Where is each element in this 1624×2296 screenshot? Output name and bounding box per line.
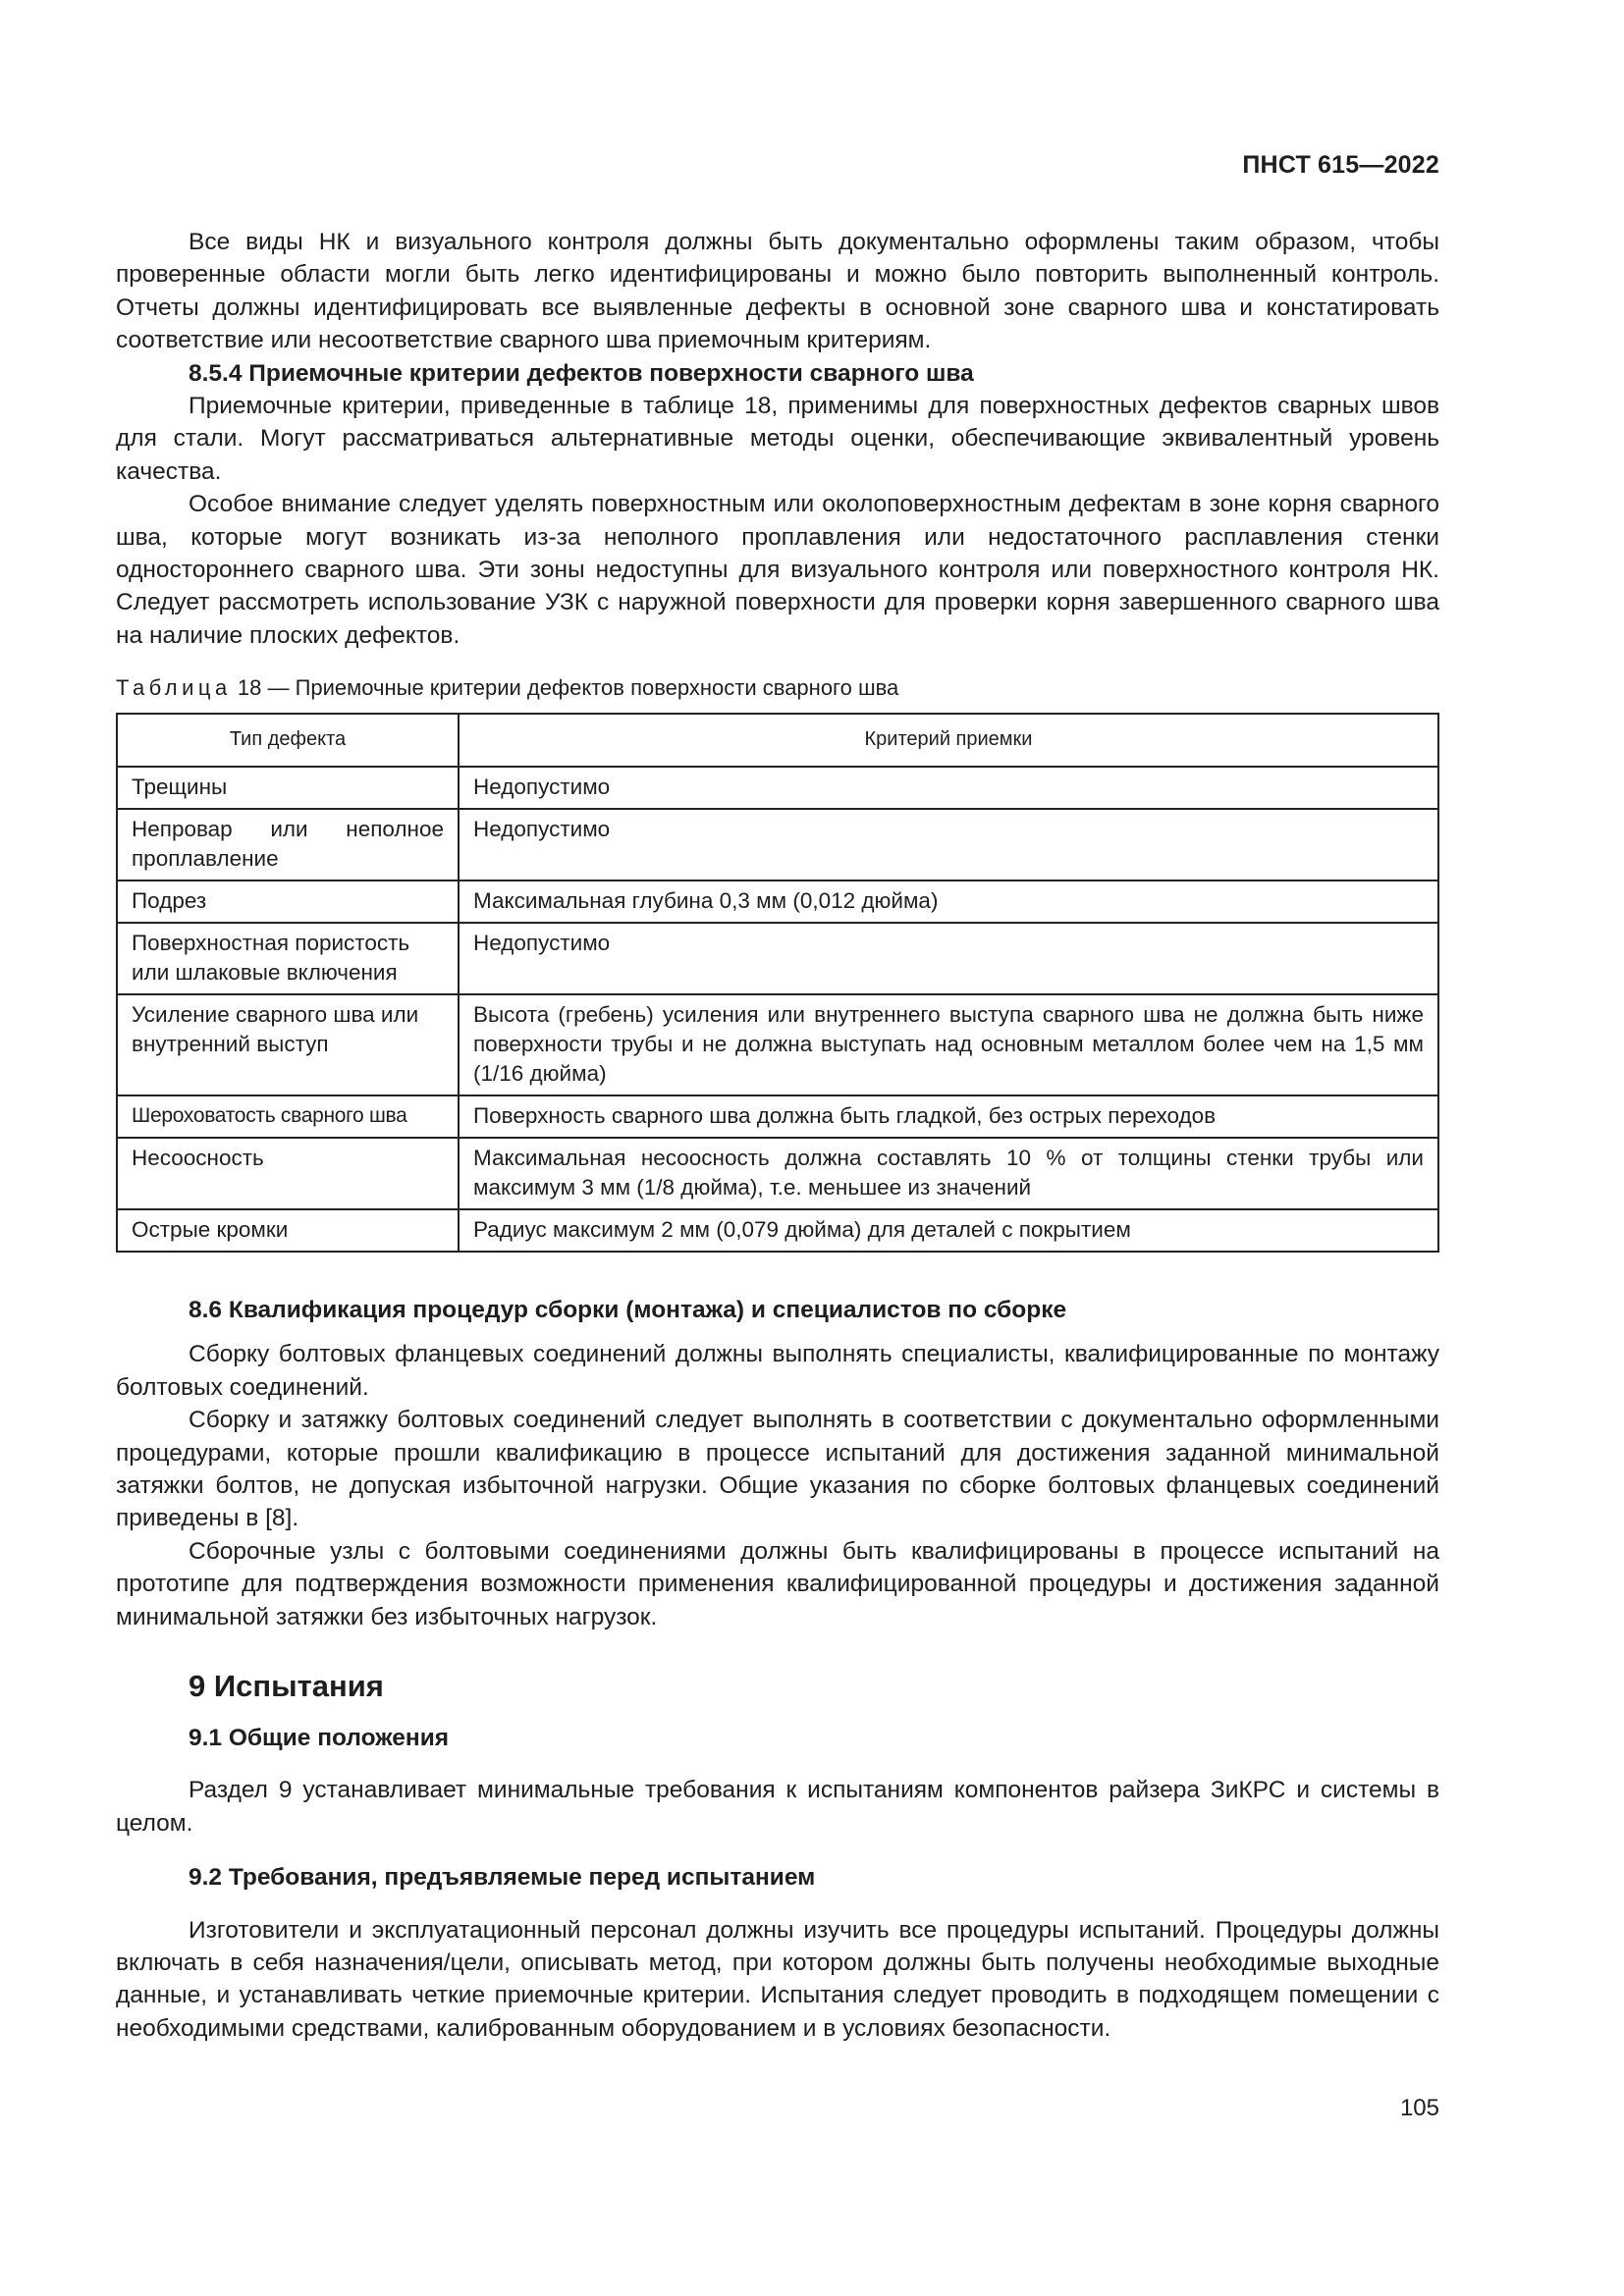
document-code: ПНСТ 615—2022 [1242,151,1439,179]
defect-cell: Подрез [117,881,459,923]
criterion-cell: Недопустимо [459,923,1438,994]
criterion-cell: Максимальная глубина 0,3 мм (0,012 дюйма) [459,881,1438,923]
text-block-section-8-6 [116,1294,1439,1633]
section-8-5-4-heading: 8.5.4 Приемочные критерии дефектов поверхности сварного шва [189,359,974,387]
defect-cell: Поверхностная пористость или шлаковые включения [117,923,459,994]
criterion-cell: Максимальная несоосность должна составлять 10 % от толщины стенки трубы или максимум 3 мм (1/8 дюйма), т.е. меньшее из значений [459,1138,1438,1209]
section-9-1-heading: 9.1 Общие положения [189,1725,450,1751]
criterion-cell: Радиус максимум 2 мм (0,079 дюйма) для деталей с покрытием [459,1209,1438,1252]
defect-cell: Усиление сварного шва или внутренний выступ [117,994,459,1095]
table-row [117,881,1438,923]
table-caption [116,673,898,703]
section-8-6-paragraph-3: Сборочные узлы с болтовыми соединениями должны быть квалифицированы в процессе испытаний на прототипе для подтверждения возможности применения квалифицированной процедуры и достижения заданной минимальной затяжки без избыточных нагрузок. [116,1537,1439,1630]
criterion-cell: Недопустимо [459,809,1438,881]
column-header-defect-type: Тип дефекта [117,714,459,767]
column-header-criterion: Критерий приемки [459,714,1438,767]
table-caption-label: Таблица [116,675,232,700]
defect-cell: Непровар или неполное проплавление [117,809,459,881]
defect-cell: Несоосность [117,1138,459,1209]
text-block-section-9 [116,1669,1439,2045]
section-9-2-heading: 9.2 Требования, предъявляемые перед испытанием [189,1864,816,1892]
section-9-2-paragraph: Изготовители и эксплуатационный персонал должны изучить все процедуры испытаний. Процедуры должны включать в себя назначения/цели, описывать метод, при котором должны быть получены необходимые выходные данные, и устанавливать четкие приемочные критерии. Испытания следует проводить в подходящем помещении с необходимыми средствами, калиброванным оборудованием и в условиях безопасности. [116,1916,1439,2042]
section-8-5-4-paragraph-1: Приемочные критерии, приведенные в таблице 18, применимы для поверхностных дефектов сварных швов для стали. Могут рассматриваться альтернативные методы оценки, обеспечивающие эквивалентный уровень качества. [116,393,1439,485]
table-row [117,994,1438,1095]
criterion-cell: Высота (гребень) усиления или внутреннего выступа сварного шва не должна быть ниже поверхности трубы и не должна выступать над основным металлом более чем на 1,5 мм (1/16 дюйма) [459,994,1438,1095]
page-number: 105 [1399,2095,1439,2121]
defect-cell: Шероховатость сварного шва [117,1095,459,1138]
intro-paragraph: Все виды НК и визуального контроля должны быть документально оформлены таким образом, чтобы проверенные области могли быть легко идентифицированы и можно было повторить выполненный контроль. Отчеты должны идентифицировать все выявленные дефекты в основной зоне сварного шва и констатировать соответствие или несоответствие сварного шва приемочным критериям. [116,229,1439,354]
criterion-cell: Поверхность сварного шва должна быть гладкой, без острых переходов [459,1095,1438,1138]
table-caption-text: 18 — Приемочные критерии дефектов поверхности сварного шва [231,675,899,700]
section-9-title: 9 Испытания [189,1669,384,1703]
section-8-6-paragraph-2: Сборку и затяжку болтовых соединений следует выполнять в соответствии с документально оформленными процедурами, которые прошли квалификацию в процессе испытаний для достижения заданной минимальной затяжки болтов, не допуская избыточной нагрузки. Общие указания по сборке болтовых фланцевых соединений приведены в [8]. [116,1407,1439,1532]
table-row [117,923,1438,994]
text-block-upper [116,226,1439,652]
table-row [117,1138,1438,1209]
table-header-row [117,714,1438,767]
section-8-6-paragraph-1: Сборку болтовых фланцевых соединений должны выполнять специалисты, квалифицированные по монтажу болтовых соединений. [116,1341,1439,1401]
table-row [117,1095,1438,1138]
table-row [117,767,1438,809]
acceptance-criteria-table [116,713,1439,1253]
table-row [117,1209,1438,1252]
defect-cell: Острые кромки [117,1209,459,1252]
criterion-cell: Недопустимо [459,767,1438,809]
section-8-5-4-paragraph-2: Особое внимание следует уделять поверхностным или околоповерхностным дефектам в зоне корня сварного шва, которые могут возникать из-за неполного проплавления или недостаточного расплавления стенки одностороннего сварного шва. Эти зоны недоступны для визуального контроля или поверхностного контроля НК. Следует рассмотреть использование УЗК с наружной поверхности для проверки корня завершенного сварного шва на наличие плоских дефектов. [116,491,1439,649]
section-9-1-paragraph: Раздел 9 устанавливает минимальные требования к испытаниям компонентов райзера ЗиКРС и системы в целом. [116,1777,1439,1837]
section-8-6-heading: 8.6 Квалификация процедур сборки (монтажа) и специалистов по сборке [189,1297,1067,1323]
defect-cell: Трещины [117,767,459,809]
table-row [117,809,1438,881]
